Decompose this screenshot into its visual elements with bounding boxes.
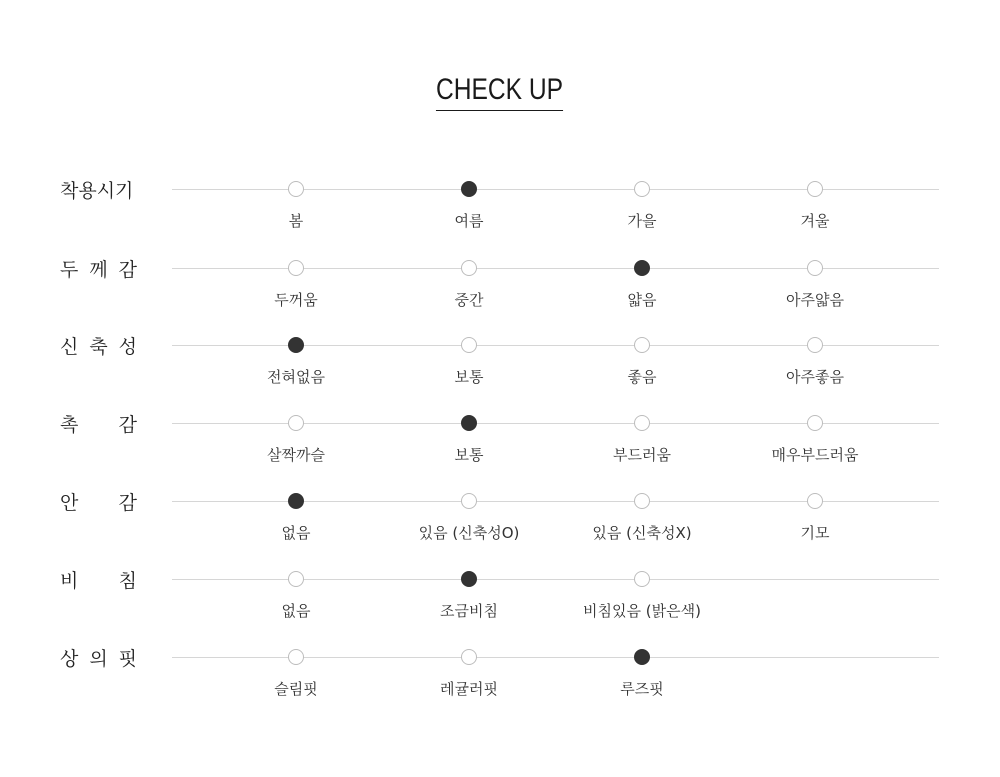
option-label: 보통 (454, 446, 484, 464)
row-label-text: 안 (60, 491, 79, 514)
row-label-text: 의 (89, 647, 108, 670)
option-dot-selected (634, 649, 650, 665)
row-label-text: 감 (118, 413, 137, 436)
option-dot (461, 649, 477, 665)
row-label-text: 침 (118, 569, 137, 592)
option-dot (634, 493, 650, 509)
option-label: 있음 (신축성X) (592, 524, 692, 542)
option-dot-selected (634, 260, 650, 276)
option-dot (461, 493, 477, 509)
option-label: 얇음 (627, 291, 657, 309)
option-dot (288, 571, 304, 587)
option-dot (807, 181, 823, 197)
row-label-text: 착용시기 (60, 179, 134, 202)
option-dot (288, 415, 304, 431)
option-label: 루즈핏 (620, 680, 664, 698)
option-dot (634, 415, 650, 431)
option-label: 슬림핏 (274, 680, 318, 698)
option-label: 비침있음 (밝은색) (583, 602, 701, 620)
page-title: CHECK UP (436, 72, 563, 111)
option-label: 레귤러핏 (440, 680, 498, 698)
option-dot-selected (288, 493, 304, 509)
option-label: 전혀없음 (267, 368, 325, 386)
option-label: 겨울 (800, 212, 830, 230)
option-dot (288, 649, 304, 665)
option-label: 가을 (627, 212, 657, 230)
option-dot (807, 493, 823, 509)
page-title-wrap (0, 72, 1000, 111)
row-label-text: 신 (60, 335, 79, 358)
row-label-text: 께 (89, 258, 108, 281)
row-label-text: 감 (118, 491, 137, 514)
option-label: 매우부드러움 (771, 446, 859, 464)
option-label: 두꺼움 (274, 291, 318, 309)
option-label: 살짝까슬 (267, 446, 325, 464)
option-label: 있음 (신축성O) (418, 524, 520, 542)
option-dot (807, 337, 823, 353)
checkup-row (0, 258, 1000, 328)
row-label (60, 256, 137, 280)
option-dot (634, 337, 650, 353)
option-dot-selected (461, 415, 477, 431)
option-label: 없음 (281, 602, 311, 620)
row-label-text: 핏 (118, 647, 137, 670)
option-dot (807, 260, 823, 276)
option-label: 조금비침 (440, 602, 498, 620)
row-label-text: 축 (89, 335, 108, 358)
checkup-row (0, 647, 1000, 717)
option-dot (461, 337, 477, 353)
row-label-text: 비 (60, 569, 79, 592)
option-label: 기모 (800, 524, 830, 542)
row-label (60, 645, 137, 669)
option-dot (288, 181, 304, 197)
row-label-text: 두 (60, 258, 79, 281)
row-label (60, 177, 137, 201)
checkup-row (0, 569, 1000, 639)
option-label: 중간 (454, 291, 484, 309)
row-label-text: 촉 (60, 413, 79, 436)
checkup-row (0, 491, 1000, 561)
option-label: 봄 (288, 212, 304, 230)
option-dot-selected (461, 181, 477, 197)
option-dot (634, 181, 650, 197)
option-dot (807, 415, 823, 431)
checkup-row (0, 335, 1000, 405)
row-label (60, 411, 137, 435)
option-label: 아주좋음 (786, 368, 844, 386)
option-dot-selected (461, 571, 477, 587)
option-dot (461, 260, 477, 276)
option-label: 없음 (281, 524, 311, 542)
row-label (60, 489, 137, 513)
checkup-row (0, 413, 1000, 483)
option-label: 부드러움 (613, 446, 671, 464)
option-label: 좋음 (627, 368, 657, 386)
row-label-text: 성 (118, 335, 137, 358)
row-label-text: 감 (118, 258, 137, 281)
option-label: 아주얇음 (786, 291, 844, 309)
option-dot (634, 571, 650, 587)
row-label (60, 567, 137, 591)
option-dot-selected (288, 337, 304, 353)
row-label-text: 상 (60, 647, 79, 670)
option-label: 보통 (454, 368, 484, 386)
option-label: 여름 (454, 212, 484, 230)
option-dot (288, 260, 304, 276)
row-label (60, 333, 137, 357)
checkup-row (0, 179, 1000, 249)
